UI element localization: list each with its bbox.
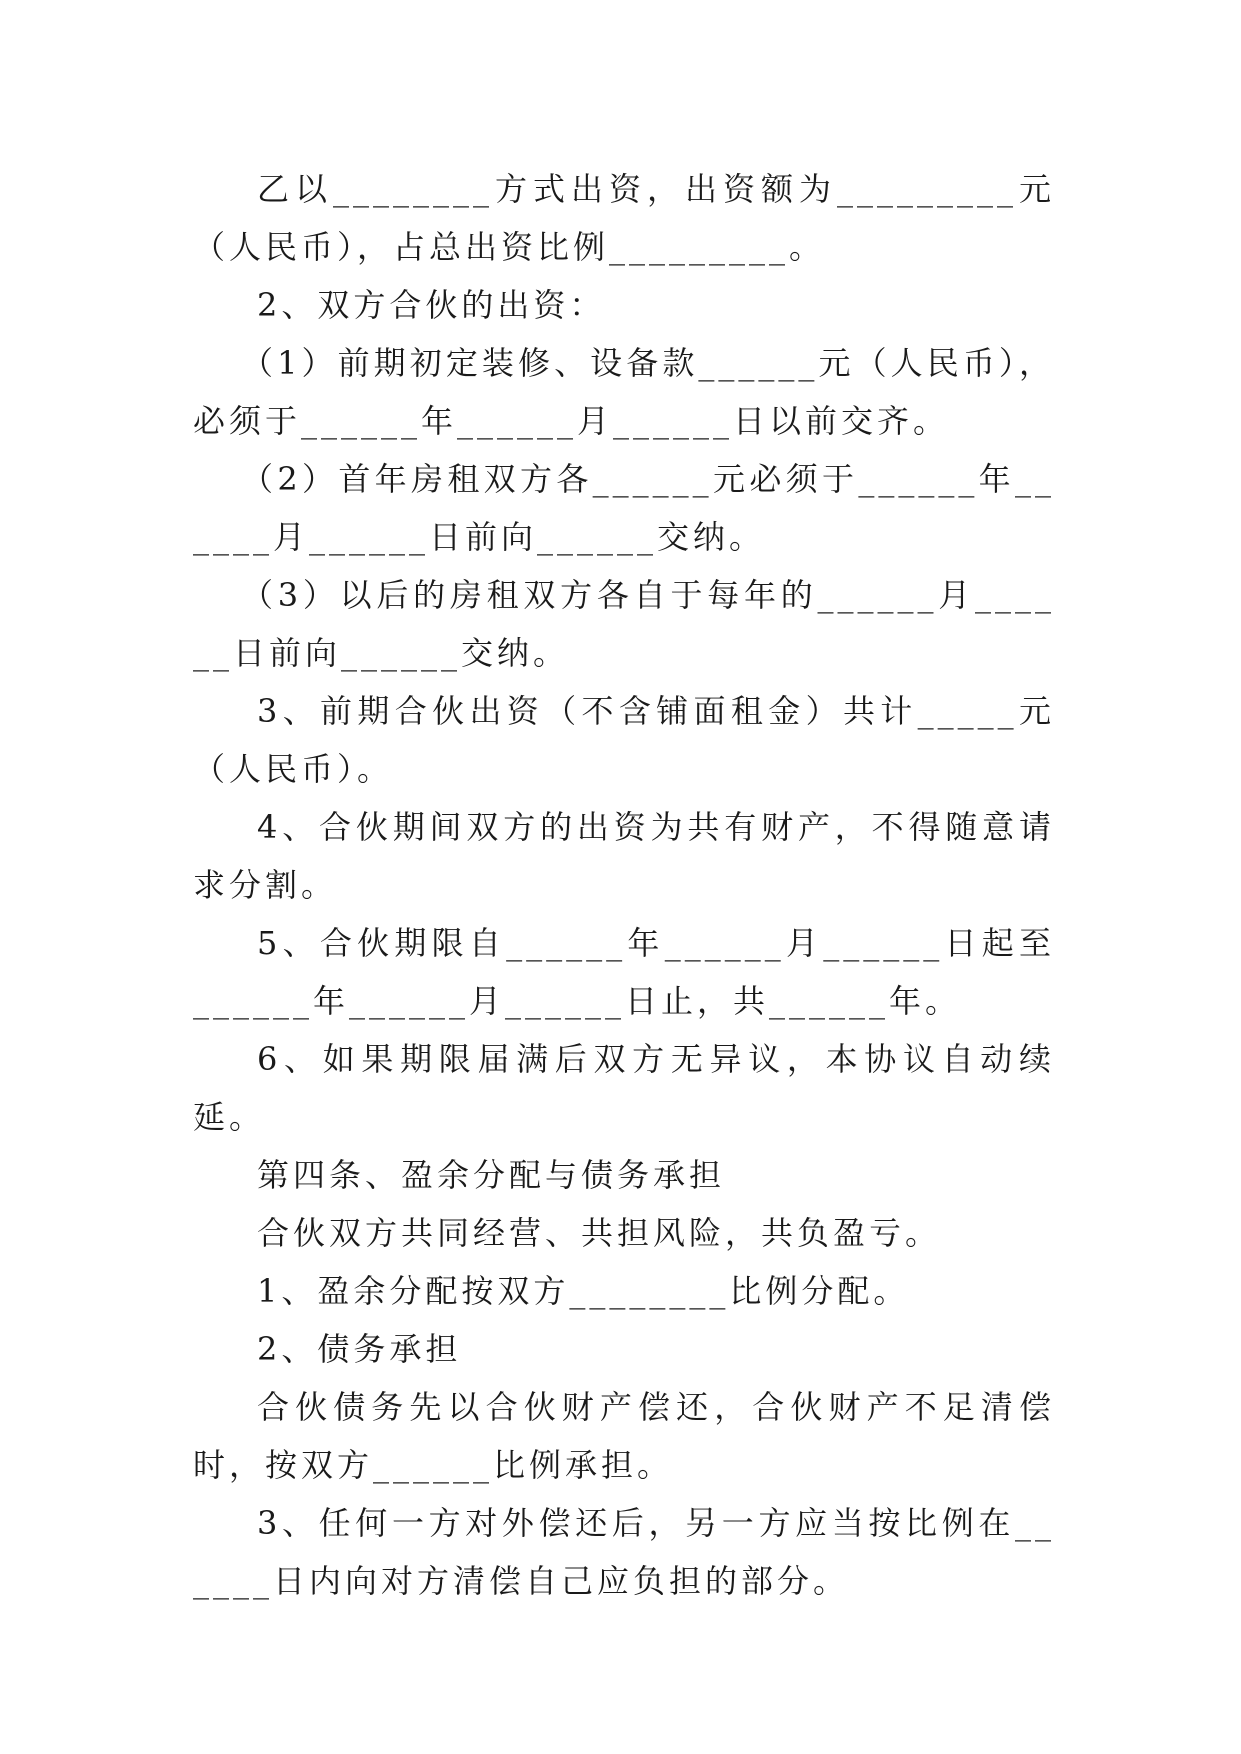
paragraph-investment-heading: 2、双方合伙的出资： xyxy=(257,286,606,324)
paragraph-joint-property: 4、合伙期间双方的出资为共有财产，不得随意请求分割。 xyxy=(193,808,1055,904)
paragraph-decoration-equipment: （1）前期初定装修、设备款______元（人民币），必须于______年______月______日以前交齐。 xyxy=(193,344,1055,440)
paragraph-debt-heading: 2、债务承担 xyxy=(257,1330,462,1368)
paragraph-later-rent: （3）以后的房租双方各自于每年的______月______日前向______交纳。 xyxy=(193,576,1055,672)
paragraph-auto-renewal: 6、如果期限届满后双方无异议，本协议自动续延。 xyxy=(193,1040,1055,1136)
paragraph-total-investment: 3、前期合伙出资（不含铺面租金）共计_____元（人民币）。 xyxy=(193,692,1055,788)
paragraph-first-year-rent: （2）首年房租双方各______元必须于______年______月______日前向______交纳。 xyxy=(193,460,1055,556)
paragraph-profit-distribution: 1、盈余分配按双方________比例分配。 xyxy=(257,1272,910,1310)
paragraph-party-b-investment: 乙以________方式出资，出资额为_________元（人民币），占总出资比例_________。 xyxy=(193,170,1055,266)
paragraph-reimbursement: 3、任何一方对外偿还后，另一方应当按比例在______日内向对方清偿自己应负担的部分。 xyxy=(193,1504,1055,1600)
paragraph-partnership-term: 5、合伙期限自______年______月______日起至______年______月______日止，共______年。 xyxy=(193,924,1055,1020)
contract-body xyxy=(193,160,1055,1610)
section-heading-article-4: 第四条、盈余分配与债务承担 xyxy=(257,1156,726,1194)
paragraph-shared-risk: 合伙双方共同经营、共担风险，共负盈亏。 xyxy=(257,1214,942,1252)
paragraph-debt-repayment: 合伙债务先以合伙财产偿还，合伙财产不足清偿时，按双方______比例承担。 xyxy=(193,1388,1055,1484)
